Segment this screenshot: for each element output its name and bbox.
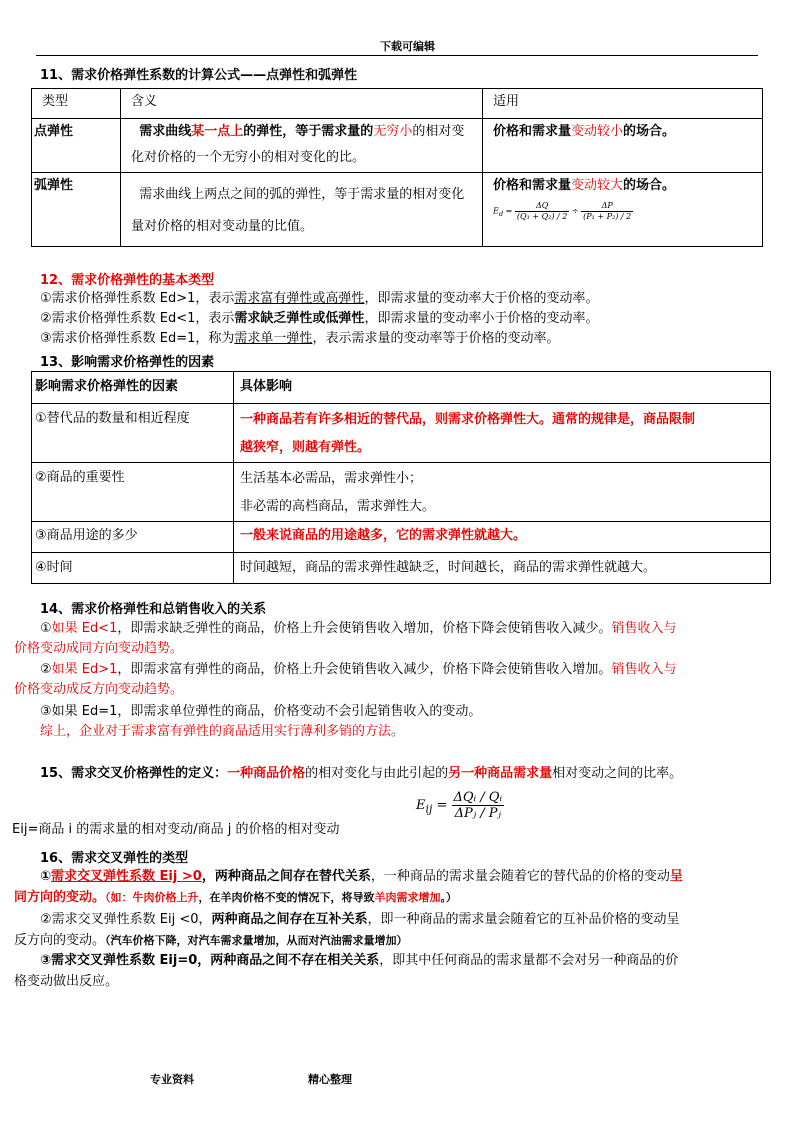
cross-elasticity-formula: $E_{ij}$ = $\frac{\text{ΔQᵢ / Qᵢ}}{\text{ΔPⱼ / Pⱼ}}$ <box>416 790 503 821</box>
col-type: 类型 <box>32 89 121 119</box>
point-elasticity-type: 点弹性 <box>32 119 121 173</box>
point-elasticity-usage: 价格和需求量变动较小的场合。 <box>483 119 763 173</box>
section-13-title: 13、影响需求价格弹性的因素 <box>40 355 215 370</box>
point-elasticity-meaning: 需求曲线某一点上的弹性，等于需求量的无穷小的相对变化对价格的一个无穷小的相对变化的比。 <box>121 119 483 173</box>
col-effect: 具体影响 <box>234 372 771 404</box>
elasticity-type-table <box>31 88 763 247</box>
section-16-line-3: ③需求交叉弹性系数 Eij=0，两种商品之间不存在相关关系，即其中任何商品的需求量都不会对另一种商品的价 <box>40 953 679 968</box>
section-14-summary: 综上，企业对于需求富有弹性的商品适用实行薄利多销的方法。 <box>40 724 405 739</box>
col-meaning: 含义 <box>121 89 483 119</box>
section-14-line-3: ③如果 Ed=1，即需求单位弹性的商品，价格变动不会引起销售收入的变动。 <box>40 704 482 719</box>
section-16-line-1b: 同方向的变动。（如：牛肉价格上升，在羊肉价格不变的情况下，将导致羊肉需求增加。） <box>14 890 458 905</box>
section-16-title: 16、需求交叉弹性的类型 <box>40 851 189 866</box>
footer-right: 精心整理 <box>308 1073 352 1086</box>
section-14-line-1: ①如果 Ed<1，即需求缺乏弹性的商品，价格上升会使销售收入增加，价格下降会使销售收入减少。销售收入与 <box>40 621 677 636</box>
section-14-line-1b: 价格变动成同方向变动趋势。 <box>14 641 184 656</box>
section-12-line-3: ③需求价格弹性系数 Ed=1，称为需求单一弹性，表示需求量的变动率等于价格的变动率。 <box>40 331 560 346</box>
section-11-title: 11、需求价格弹性系数的计算公式——点弹性和弧弹性 <box>40 68 358 83</box>
section-15-definition: 15、需求交叉价格弹性的定义：一种商品价格的相对变化与由此引起的另一种商品需求量相对变动之间的比率。 <box>40 766 683 781</box>
section-15-eij: Eij=商品 i 的需求量的相对变动/商品 j 的价格的相对变动 <box>12 822 340 837</box>
section-12-title: 12、需求价格弹性的基本类型 <box>40 273 215 288</box>
page-header: 下载可编辑 <box>380 40 435 53</box>
effect-uses: 一般来说商品的用途越多，它的需求弹性就越大。 <box>234 522 771 553</box>
arc-elasticity-type: 弧弹性 <box>32 173 121 247</box>
factor-importance: ②商品的重要性 <box>32 463 234 522</box>
factor-uses: ③商品用途的多少 <box>32 522 234 553</box>
col-factor: 影响需求价格弹性的因素 <box>32 372 234 404</box>
effect-time: 时间越短，商品的需求弹性越缺乏，时间越长，商品的需求弹性就越大。 <box>234 553 771 584</box>
header-rule <box>36 55 758 56</box>
section-16-line-3b: 格变动做出反应。 <box>14 974 119 989</box>
section-16-line-2b: 反方向的变动。（汽车价格下降，对汽车需求量增加，从而对汽油需求量增加） <box>14 933 408 948</box>
col-usage: 适用 <box>483 89 763 119</box>
arc-elasticity-usage: 价格和需求量变动较大的场合。 $E_d$ = $\frac{\Delta Q}{\text{(Q₁ + Q₂) / 2}}$ ÷ $\frac{\Delta P}{\text{(P₁ + P₂) / 2}}$ <box>483 173 763 247</box>
section-12-line-1: ①需求价格弹性系数 Ed>1，表示需求富有弹性或高弹性，即需求量的变动率大于价格的变动率。 <box>40 291 599 306</box>
footer-left: 专业资料 <box>150 1073 194 1086</box>
section-12-line-2: ②需求价格弹性系数 Ed<1，表示需求缺乏弹性或低弹性，即需求量的变动率小于价格的变动率。 <box>40 311 599 326</box>
section-14-title: 14、需求价格弹性和总销售收入的关系 <box>40 602 267 617</box>
section-14-line-2: ②如果 Ed>1，即需求富有弹性的商品，价格上升会使销售收入减少，价格下降会使销售收入增加。销售收入与 <box>40 662 677 677</box>
arc-elasticity-meaning: 需求曲线上两点之间的弧的弹性，等于需求量的相对变化量对价格的相对变动量的比值。 <box>121 173 483 247</box>
section-16-line-2: ②需求交叉弹性系数 Eij <0，两种商品之间存在互补关系，即一种商品的需求量会随着它的互补品价格的变动呈 <box>40 912 680 927</box>
factors-table <box>31 371 771 584</box>
section-14-line-2b: 价格变动成反方向变动趋势。 <box>14 682 184 697</box>
factor-time: ④时间 <box>32 553 234 584</box>
factor-substitutes: ①替代品的数量和相近程度 <box>32 404 234 463</box>
effect-importance: 生活基本必需品，需求弹性小； 非必需的高档商品，需求弹性大。 <box>234 463 771 522</box>
effect-substitutes: 一种商品若有许多相近的替代品，则需求价格弹性大。通常的规律是，商品限制 越狭窄，则越有弹性。 <box>234 404 771 463</box>
arc-elasticity-formula: $E_d$ = $\frac{\Delta Q}{\text{(Q₁ + Q₂) / 2}}$ ÷ $\frac{\Delta P}{\text{(P₁ + P₂) / 2}}$ <box>493 201 632 221</box>
section-16-line-1: ①需求交叉弹性系数 Eij >0，两种商品之间存在替代关系，一种商品的需求量会随着它的替代品的价格的变动呈 <box>40 869 683 884</box>
